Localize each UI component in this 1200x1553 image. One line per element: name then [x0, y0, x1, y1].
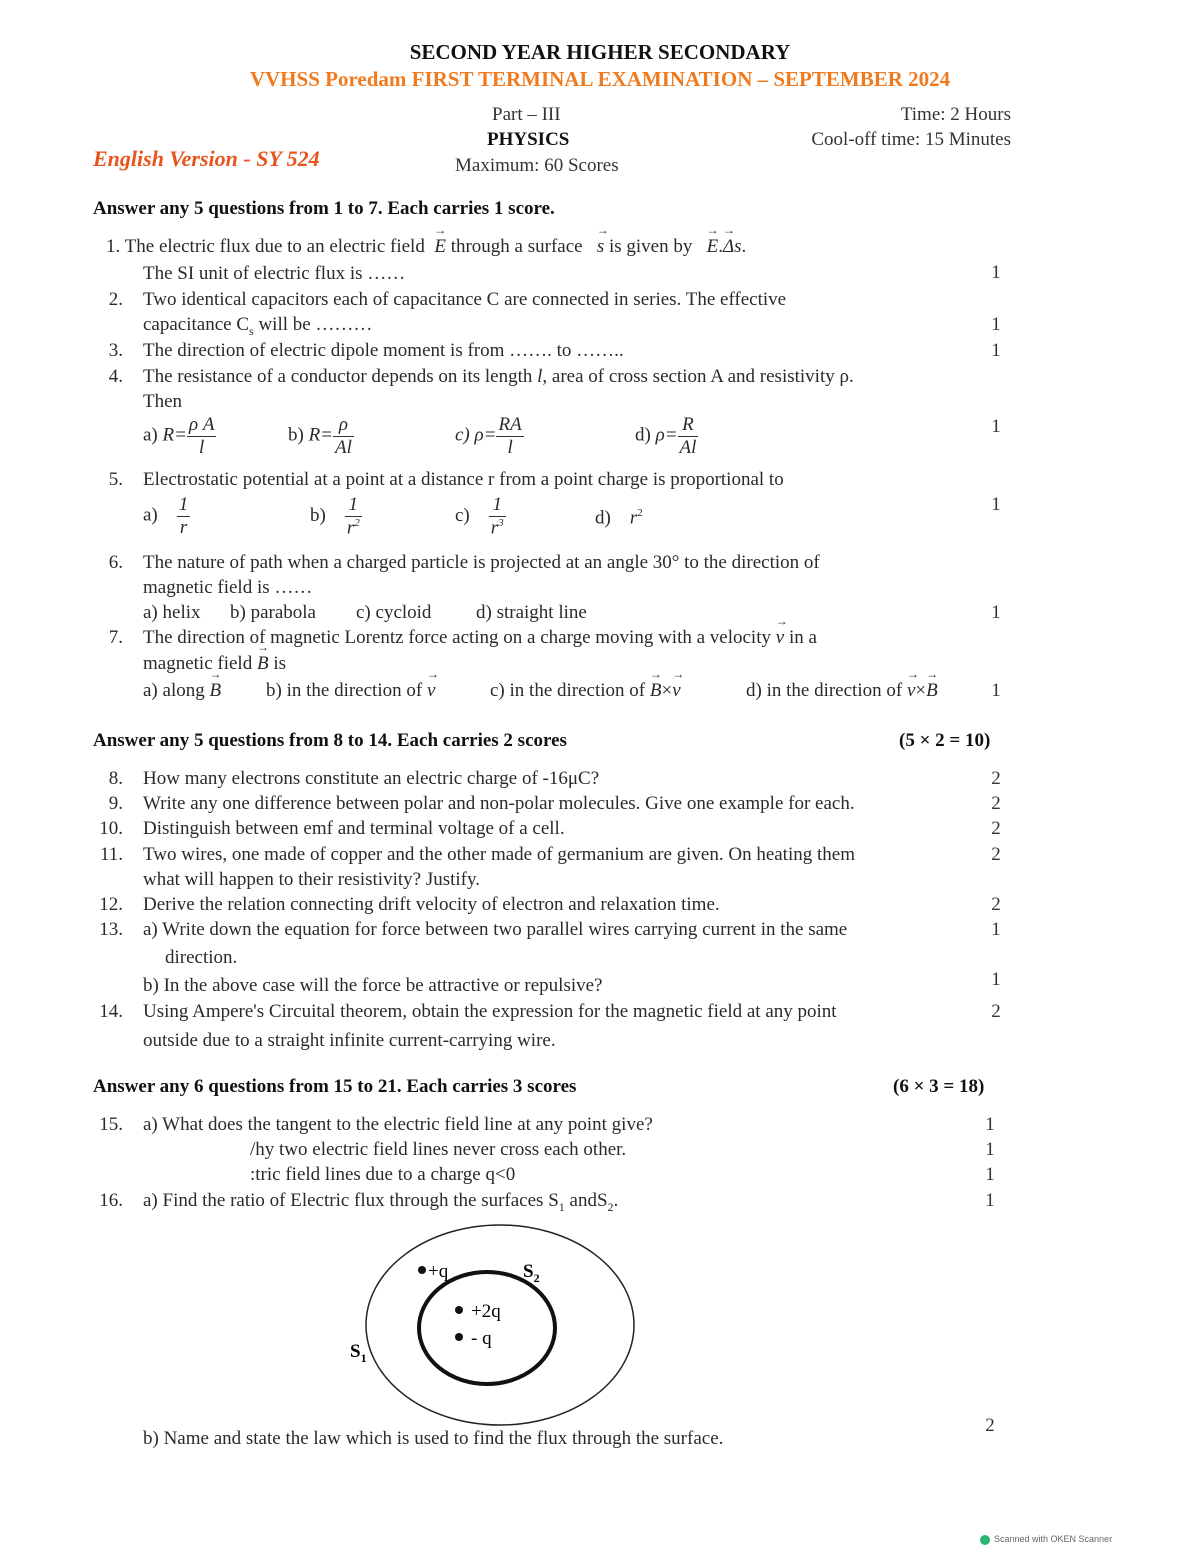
question-16-line1: a) Find the ratio of Electric flux through the surfaces $S_1$ andS$_2$.	[143, 1190, 619, 1214]
question-text: a) Find the ratio of Electric flux through the surfaces S	[143, 1190, 559, 1211]
question-text: The electric flux due to an electric field	[124, 236, 425, 257]
option-label: a)	[143, 424, 158, 446]
question-text: is given by	[608, 236, 693, 257]
score-mark: 1	[985, 1139, 995, 1160]
part-label: Part – III	[492, 104, 561, 125]
question-number: 14.	[99, 1001, 123, 1022]
subscript: 2	[607, 1199, 614, 1214]
question-number: 12.	[99, 894, 123, 915]
question-14-line1: Using Ampere's Circuital theorem, obtain the expression for the magnetic field at any point	[143, 1001, 837, 1022]
question-number: 5.	[108, 469, 123, 490]
score-mark: 1	[985, 1114, 995, 1135]
surface-S1-label: $S_1$	[350, 1341, 367, 1365]
question-4-option-b	[288, 414, 354, 459]
question-number: 7.	[108, 627, 123, 648]
question-number: 1.	[106, 236, 121, 257]
question-12-text: Derive the relation connecting drift velocity of electron and relaxation time.	[143, 894, 720, 915]
question-4-line2: Then	[143, 391, 183, 412]
score-mark: 2	[991, 768, 1001, 789]
version-label: English Version - SY 524	[93, 146, 320, 171]
question-6-opt-d: d) straight line	[476, 602, 587, 623]
score-mark: 1	[991, 494, 1001, 515]
question-15-line1: a) What does the tangent to the electric field line at any point give?	[143, 1114, 653, 1135]
dot-product: .	[718, 236, 723, 257]
question-number: 9.	[108, 793, 123, 814]
question-text: andS	[564, 1190, 608, 1211]
math-symbol: R=	[308, 424, 334, 446]
exam-level: SECOND YEAR HIGHER SECONDARY	[409, 40, 791, 64]
question-text: will be ………	[253, 314, 373, 335]
question-6-line2: magnetic field is ……	[143, 577, 313, 598]
score-mark: 1	[985, 1190, 995, 1211]
question-11-line1: Two wires, one made of copper and the other made of germanium are given. On heating them	[143, 844, 855, 865]
question-9-text: Write any one difference between polar and non-polar molecules. Give one example for each.	[143, 793, 855, 814]
question-13-line1: a) Write down the equation for force between two parallel wires carrying current in the same	[143, 919, 848, 940]
question-number: 2.	[108, 289, 123, 310]
score-mark: 2	[991, 894, 1001, 915]
scanner-logo-icon	[980, 1535, 990, 1545]
charge-label: - q	[471, 1328, 492, 1349]
question-5-option-c	[455, 494, 506, 539]
question-number: 6.	[108, 552, 123, 573]
score-mark: 1	[985, 1164, 995, 1185]
option-label: d)	[595, 507, 611, 529]
surface-S2-label: $S_2$	[523, 1261, 540, 1285]
question-1-line2: The SI unit of electric flux is ……	[143, 263, 406, 284]
fraction: $\frac{\rho}{Al}$	[335, 414, 352, 458]
score-mark: 2	[991, 818, 1001, 839]
vector-v: → v	[776, 627, 784, 649]
math-symbol: ρ=	[655, 424, 678, 446]
section-3-instruction: Answer any 6 questions from 15 to 21. Each carries 3 scores	[93, 1076, 577, 1097]
question-text: capacitance C	[143, 314, 250, 335]
fraction: $\frac{1}{r}$	[178, 494, 189, 538]
math-symbol: R=	[162, 424, 187, 446]
question-text: The direction of magnetic Lorentz force acting on a charge moving with a velocity	[143, 627, 771, 648]
score-mark: 1	[991, 602, 1001, 623]
charge-dot	[418, 1266, 426, 1274]
question-number: 16.	[99, 1190, 123, 1211]
question-number: 4.	[108, 366, 123, 387]
question-16-line2: b) Name and state the law which is used to find the flux through the surface.	[143, 1428, 724, 1449]
cool-off-label: Cool-off time: 15 Minutes	[811, 129, 1011, 150]
score-mark: 1	[991, 919, 1001, 940]
fraction: $\frac{1}{r^3}$	[490, 494, 504, 539]
score-mark: 2	[991, 1001, 1001, 1022]
score-mark: 1	[991, 314, 1001, 335]
vector-s: → s	[597, 236, 604, 258]
question-7-line1	[143, 627, 817, 649]
vector-E: → E	[707, 236, 719, 258]
section-3-total: (6 × 3 = 18)	[893, 1076, 985, 1097]
score-mark: 2	[991, 844, 1001, 865]
math-symbol: ρ=	[474, 424, 497, 446]
question-number: 8.	[108, 768, 123, 789]
score-mark: 2	[985, 1415, 995, 1436]
question-3-text: The direction of electric dipole moment is from ……. to ……..	[143, 340, 624, 361]
question-text: The resistance of a conductor depends on its length	[143, 366, 533, 387]
question-number: 3.	[108, 340, 123, 361]
score-mark: 1	[991, 416, 1001, 437]
vector-E: → E	[434, 236, 446, 258]
question-1: 1. The electric flux due to an electric field → E through a surface → s is given by → E.→ Δs.	[106, 236, 746, 258]
section-1-instruction: Answer any 5 questions from 1 to 7. Each carries 1 score.	[93, 198, 555, 219]
question-number: 13.	[99, 919, 123, 940]
question-15-line3: :tric field lines due to a charge q<0	[250, 1164, 516, 1185]
question-6-line1: The nature of path when a charged particle is projected at an angle 30° to the direction of	[143, 552, 820, 573]
question-text: magnetic field	[143, 653, 253, 674]
math-symbol: l	[537, 366, 543, 387]
question-11-line2: what will happen to their resistivity? Justify.	[143, 869, 481, 890]
option-label: c)	[455, 504, 470, 526]
charge-label: +2q	[471, 1301, 501, 1322]
charge-dot	[455, 1306, 463, 1314]
question-6-opt-b: b) parabola	[230, 602, 316, 623]
charge-dot	[455, 1333, 463, 1341]
max-score: Maximum: 60 Scores	[455, 155, 619, 176]
question-7-opt-b: b) in the direction of → v	[266, 680, 435, 702]
subscript: 1	[558, 1199, 565, 1214]
score-mark: 1	[991, 340, 1001, 361]
vector-v: → v	[427, 680, 435, 702]
question-text: is	[273, 653, 287, 674]
question-text: , area of cross section A and resistivity ρ.	[542, 366, 854, 387]
question-2-line1: Two identical capacitors each of capacitance C are connected in series. The effective	[143, 289, 787, 310]
question-4-option-d	[635, 414, 698, 459]
vector-B: → B	[209, 680, 221, 702]
option-label: b)	[288, 424, 304, 446]
question-5-option-a	[143, 494, 190, 539]
question-15-line2: /hy two electric field lines never cross each other.	[250, 1139, 627, 1160]
question-4-option-c	[455, 414, 524, 459]
option-label: d)	[635, 424, 651, 446]
fraction: $\frac{R}{Al}$	[679, 414, 697, 458]
question-number: 11.	[99, 844, 123, 865]
question-10-text: Distinguish between emf and terminal voltage of a cell.	[143, 818, 565, 839]
question-2-line2	[143, 314, 372, 339]
question-4-options	[143, 414, 216, 459]
score-mark: 1	[991, 969, 1001, 990]
question-14-line2: outside due to a straight infinite current-carrying wire.	[143, 1030, 556, 1051]
option-label: b)	[310, 504, 326, 526]
question-6-opt-c: c) cycloid	[356, 602, 432, 623]
question-13-line3: b) In the above case will the force be attractive or repulsive?	[143, 975, 603, 996]
score-mark: 2	[991, 793, 1001, 814]
gaussian-surfaces-figure	[340, 1220, 660, 1430]
subject-title: PHYSICS	[487, 129, 570, 150]
question-text: in a	[788, 627, 817, 648]
question-6-opt-a: a) helix	[143, 602, 201, 623]
scanner-watermark: Scanned with OKEN Scanner	[980, 1534, 1112, 1545]
section-2-instruction: Answer any 5 questions from 8 to 14. Each carries 2 scores	[93, 730, 567, 751]
question-number: 15.	[99, 1114, 123, 1135]
fraction: $\frac{RA}{l}$	[498, 414, 522, 458]
question-5-text: Electrostatic potential at a point at a distance r from a point charge is proportional to	[143, 469, 784, 490]
section-2-total: (5 × 2 = 10)	[899, 730, 991, 751]
fraction: $\frac{1}{r^2}$	[346, 494, 360, 539]
question-8-text: How many electrons constitute an electric charge of -16μC?	[143, 768, 600, 789]
question-13-line2: direction.	[165, 947, 238, 968]
option-label: c)	[455, 424, 470, 446]
question-4-line1	[143, 366, 854, 388]
question-7-opt-a: a) along → B	[143, 680, 221, 702]
fraction: $\frac{\text{ρ A}}{l}$	[188, 414, 215, 458]
score-mark: 1	[991, 262, 1001, 283]
question-5-option-d: d) $r^2$	[595, 507, 643, 529]
question-5-option-b	[310, 494, 362, 539]
time-label: Time: 2 Hours	[900, 104, 1011, 125]
option-label: a)	[143, 504, 158, 526]
question-number: 10.	[99, 818, 123, 839]
vector-B: → B	[257, 653, 269, 675]
question-text: through a surface	[450, 236, 583, 257]
charge-label: +q	[428, 1261, 449, 1282]
vector-ds: → Δs	[723, 236, 742, 258]
exam-title: VVHSS Poredam FIRST TERMINAL EXAMINATION – SEPTEMBER 2024	[249, 67, 951, 91]
math-symbol: r	[629, 507, 638, 529]
subscript: s	[249, 323, 254, 338]
question-7-opt-d: d) in the direction of → v×→ B	[746, 680, 938, 702]
surface-S1-outline	[366, 1225, 634, 1425]
score-mark: 1	[991, 680, 1001, 701]
question-7-opt-c: c) in the direction of → B×→ v	[490, 680, 681, 702]
